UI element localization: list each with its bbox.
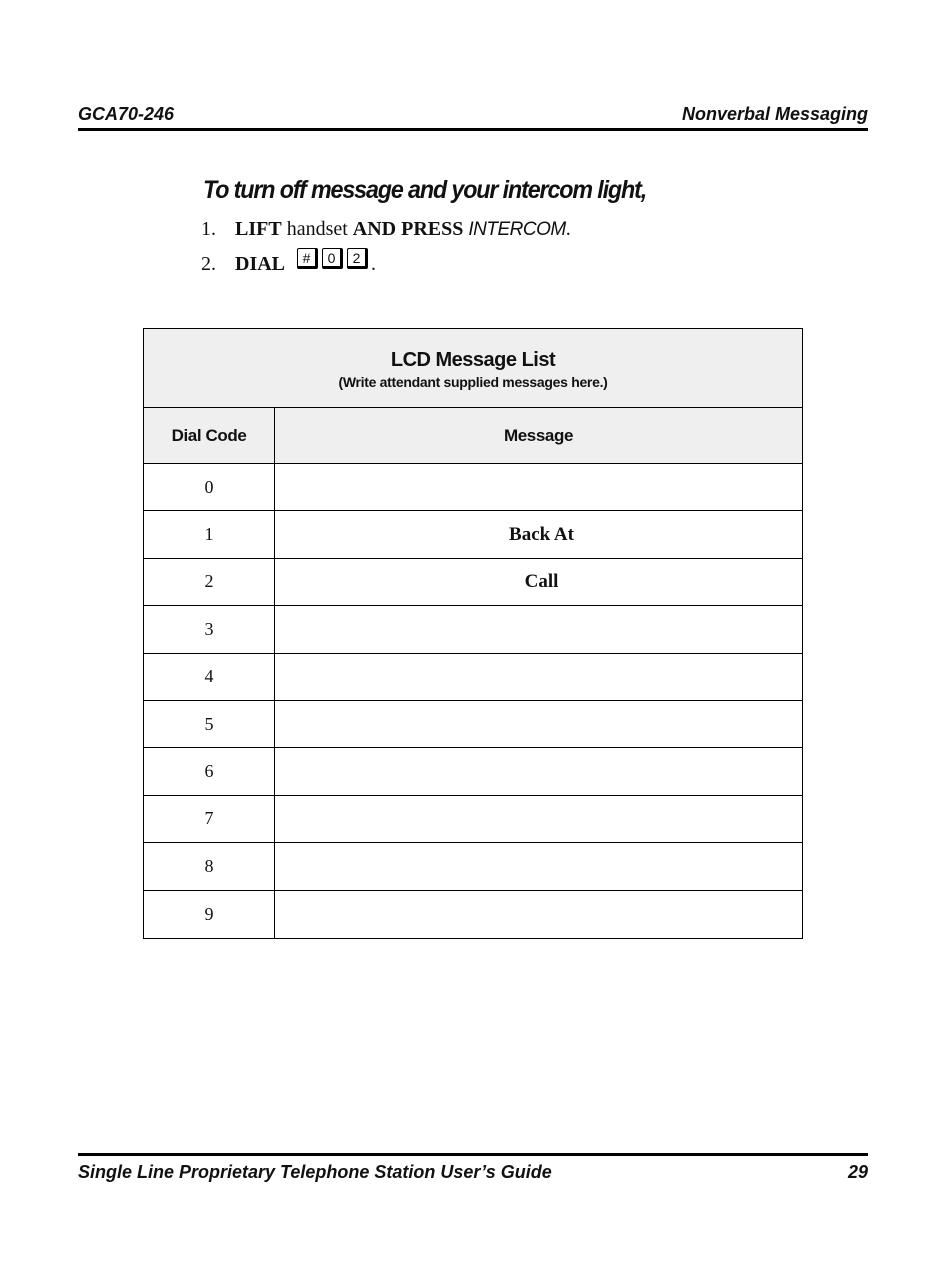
dial-key-2: 2 [347, 248, 368, 269]
table-row [144, 511, 802, 558]
step-1 [201, 218, 571, 241]
table-row [144, 654, 802, 701]
section-title: Nonverbal Messaging [681, 104, 868, 124]
step-period: . [565, 218, 571, 240]
page-header [78, 104, 868, 128]
dial-code-cell: 7 [144, 796, 275, 842]
message-cell [275, 843, 802, 889]
step-verb: DIAL [235, 253, 286, 275]
dial-code-cell: 3 [144, 606, 275, 652]
dial-code-cell: 8 [144, 843, 275, 889]
table-row [144, 606, 802, 653]
table-row [144, 748, 802, 795]
message-cell [275, 464, 802, 510]
doc-id: GCA70-246 [78, 104, 175, 124]
table-row [144, 464, 802, 511]
column-header-message: Message [503, 425, 574, 445]
message-cell [275, 796, 802, 842]
step-number: 2. [201, 253, 216, 275]
page-number: 29 [847, 1162, 868, 1182]
table-header-row [144, 408, 802, 464]
dial-code-cell: 6 [144, 748, 275, 794]
table-row [144, 796, 802, 843]
page-footer [78, 1162, 868, 1186]
table-row [144, 843, 802, 890]
step-period: . [371, 253, 376, 275]
message-cell: Back At [509, 523, 574, 545]
message-cell: Call [524, 570, 559, 592]
step-object: handset [286, 218, 348, 240]
lcd-message-table [143, 328, 803, 939]
dial-code-cell: 2 [144, 559, 275, 605]
table-row [144, 701, 802, 748]
dial-key-hash: # [297, 248, 318, 269]
dial-code-cell: 0 [144, 464, 275, 510]
intercom-key-name: INTERCOM [468, 219, 566, 240]
message-cell [275, 654, 802, 700]
table-title: LCD Message List [390, 349, 556, 371]
message-cell [275, 748, 802, 794]
procedure-title: To turn off message and your intercom light, [203, 176, 647, 204]
table-title-block [144, 329, 802, 408]
column-header-dial-code: Dial Code [144, 408, 275, 463]
dial-code-cell: 4 [144, 654, 275, 700]
message-cell [275, 891, 802, 938]
dial-code-cell: 9 [144, 891, 275, 938]
table-subtitle: (Write attendant supplied messages here.) [338, 374, 608, 390]
message-cell [275, 606, 802, 652]
step-2 [201, 253, 285, 276]
table-row [144, 559, 802, 606]
footer-rule [78, 1153, 868, 1156]
step-number: 1. [201, 218, 216, 240]
step-verb: AND PRESS [352, 218, 464, 240]
dial-key-0: 0 [322, 248, 343, 269]
table-row [144, 891, 802, 938]
dial-code-cell: 5 [144, 701, 275, 747]
message-cell [275, 701, 802, 747]
step-verb: LIFT [235, 218, 282, 240]
guide-title: Single Line Proprietary Telephone Station User’s Guide [78, 1162, 552, 1182]
header-rule [78, 128, 868, 131]
dial-code-cell: 1 [144, 511, 275, 557]
